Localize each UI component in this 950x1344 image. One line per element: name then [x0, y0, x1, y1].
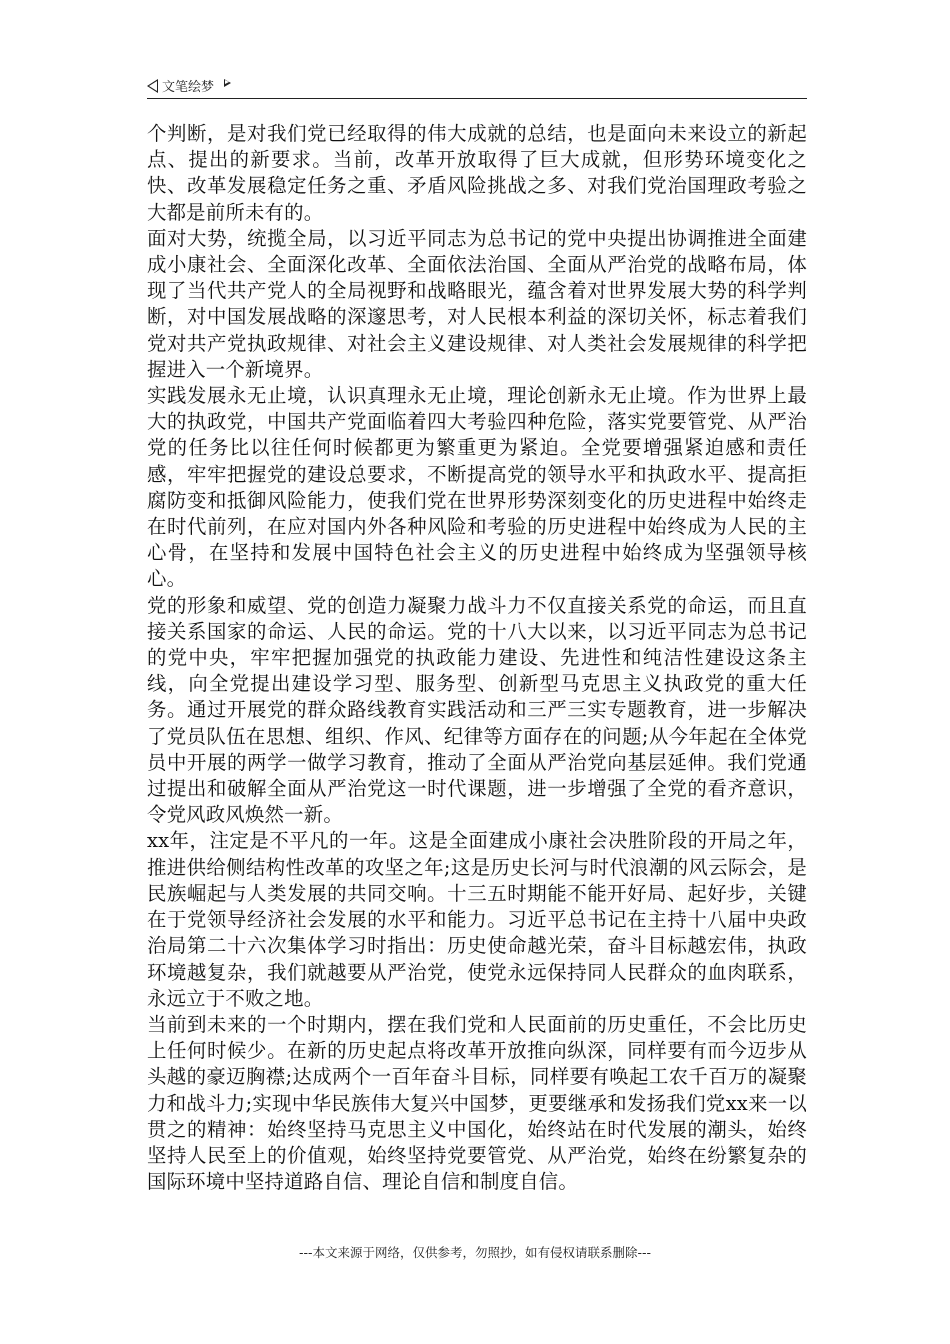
paragraph-2: 面对大势，统揽全局，以习近平同志为总书记的党中央提出协调推进全面建成小康社会、全面深化改革、全面依法治国、全面从严治党的战略布局，体现了当代共产党人的全局视野和战略眼光，蕴含着对世界发展大势的科学判断，对中国发展战略的深邃思考，对人民根本利益的深切关怀，标志着我们党对共产党执政规律、对社会主义建设规律、对人类社会发展规律的科学把握进入一个新境界。: [147, 226, 807, 381]
paragraph-1: 个判断，是对我们党已经取得的伟大成就的总结，也是面向未来设立的新起点、提出的新要求。当前，改革开放取得了巨大成就，但形势环境变化之快、改革发展稳定任务之重、矛盾风险挑战之多、对我们党治国理政考验之大都是前所未有的。: [147, 122, 807, 224]
footer-disclaimer: ---本文来源于网络，仅供参考，勿照抄，如有侵权请联系删除---: [298, 1245, 652, 1260]
triangle-right-icon: [224, 79, 231, 87]
page-header: [147, 72, 807, 99]
paragraph-5: xx年，注定是不平凡的一年。这是全面建成小康社会决胜阶段的开局之年，推进供给侧结构性改革的攻坚之年;这是历史长河与时代浪潮的风云际会，是民族崛起与人类发展的共同交响。十三五时期能不能开好局、起好步，关键在于党领导经济社会发展的水平和能力。习近平总书记在主持十八届中央政治局第二十六次集体学习时指出：历史使命越光荣，奋斗目标越宏伟，执政环境越复杂，我们就越要从严治党，使党永远保持同人民群众的血肉联系，永远立于不败之地。: [147, 829, 807, 1010]
paragraph-6: 当前到未来的一个时期内，摆在我们党和人民面前的历史重任，不会比历史上任何时候少。在新的历史起点将改革开放推向纵深，同样要有而今迈步从头越的豪迈胸襟;达成两个一百年奋斗目标，同样要有唤起工农千百万的凝聚力和战斗力;实现中华民族伟大复兴中国梦，更要继承和发扬我们党xx来一以贯之的精神：始终坚持马克思主义中国化，始终站在时代发展的潮头，始终坚持人民至上的价值观，始终坚持党要管党、从严治党，始终在纷繁复杂的国际环境中坚持道路自信、理论自信和制度自信。: [147, 1012, 807, 1194]
header-title: 文笔绘梦: [162, 80, 215, 95]
document-body: [147, 121, 807, 1195]
paragraph-4: 党的形象和威望、党的创造力凝聚力战斗力不仅直接关系党的命运，而且直接关系国家的命运、人民的命运。党的十八大以来，以习近平同志为总书记的党中央，牢牢把握加强党的执政能力建设、先进性和纯洁性建设这条主线，向全党提出建设学习型、服务型、创新型马克思主义执政党的重大任务。通过开展党的群众路线教育实践活动和三严三实专题教育，进一步解决了党员队伍在思想、组织、作风、纪律等方面存在的问题;从今年起在全体党员中开展的两学一做学习教育，推动了全面从严治党向基层延伸。我们党通过提出和破解全面从严治党这一时代课题，进一步增强了全党的看齐意识，令党风政风焕然一新。: [147, 593, 807, 827]
paragraph-3: 实践发展永无止境，认识真理永无止境，理论创新永无止境。作为世界上最大的执政党，中国共产党面临着四大考验四种危险，落实党要管党、从严治党的任务比以往任何时候都更为繁重更为紧迫。全党要增强紧迫感和责任感，牢牢把握党的建设总要求，不断提高党的领导水平和执政水平、提高拒腐防变和抵御风险能力，使我们党在世界形势深刻变化的历史进程中始终走在时代前列，在应对国内外各种风险和考验的历史进程中始终成为人民的主心骨，在坚持和发展中国特色社会主义的历史进程中始终成为坚强领导核心。: [147, 384, 807, 591]
header-brand: [147, 76, 231, 95]
triangle-left-icon: [147, 79, 158, 93]
